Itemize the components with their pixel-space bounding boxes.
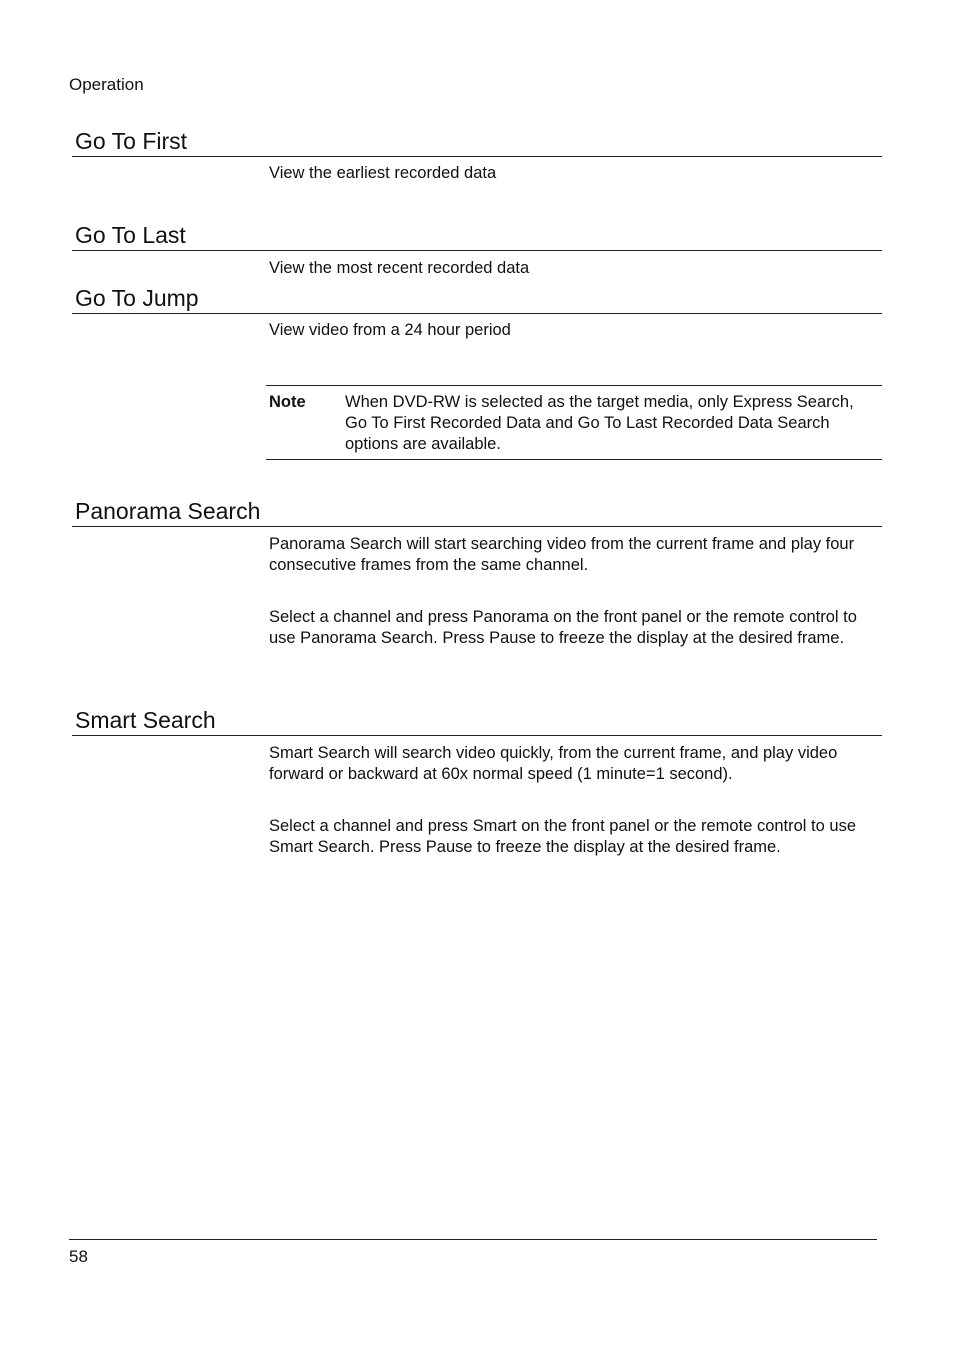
note-text: When DVD-RW is selected as the target media, only Express Search, Go To First Recorded Data and Go To Last Recorded Data Search options are available. xyxy=(345,393,854,453)
section-heading-go-to-jump: Go To Jump xyxy=(72,284,882,314)
section-heading-panorama-search: Panorama Search xyxy=(72,497,882,527)
note-label: Note xyxy=(269,393,306,411)
section-heading-go-to-first: Go To First xyxy=(72,127,882,157)
go-to-last-description: View the most recent recorded data xyxy=(269,259,530,277)
section-heading-go-to-last: Go To Last xyxy=(72,221,882,251)
panorama-search-paragraph-2: Select a channel and press Panorama on the front panel or the remote control to use Panorama Search. Press Pause to freeze the display at the desired frame. xyxy=(269,608,857,647)
section-heading-smart-search: Smart Search xyxy=(72,706,882,736)
note-box xyxy=(266,385,882,460)
footer-rule xyxy=(69,1239,877,1240)
running-head: Operation xyxy=(69,75,144,94)
panorama-search-paragraph-1: Panorama Search will start searching video from the current frame and play four consecutive frames from the same channel. xyxy=(269,535,855,574)
page-number: 58 xyxy=(69,1247,88,1266)
smart-search-paragraph-2: Select a channel and press Smart on the front panel or the remote control to use Smart Search. Press Pause to freeze the display at the desired frame. xyxy=(269,817,857,856)
go-to-first-description: View the earliest recorded data xyxy=(269,164,497,182)
smart-search-paragraph-1: Smart Search will search video quickly, from the current frame, and play video forward or backward at 60x normal speed (1 minute=1 second). xyxy=(269,744,838,783)
go-to-jump-description: View video from a 24 hour period xyxy=(269,321,511,339)
